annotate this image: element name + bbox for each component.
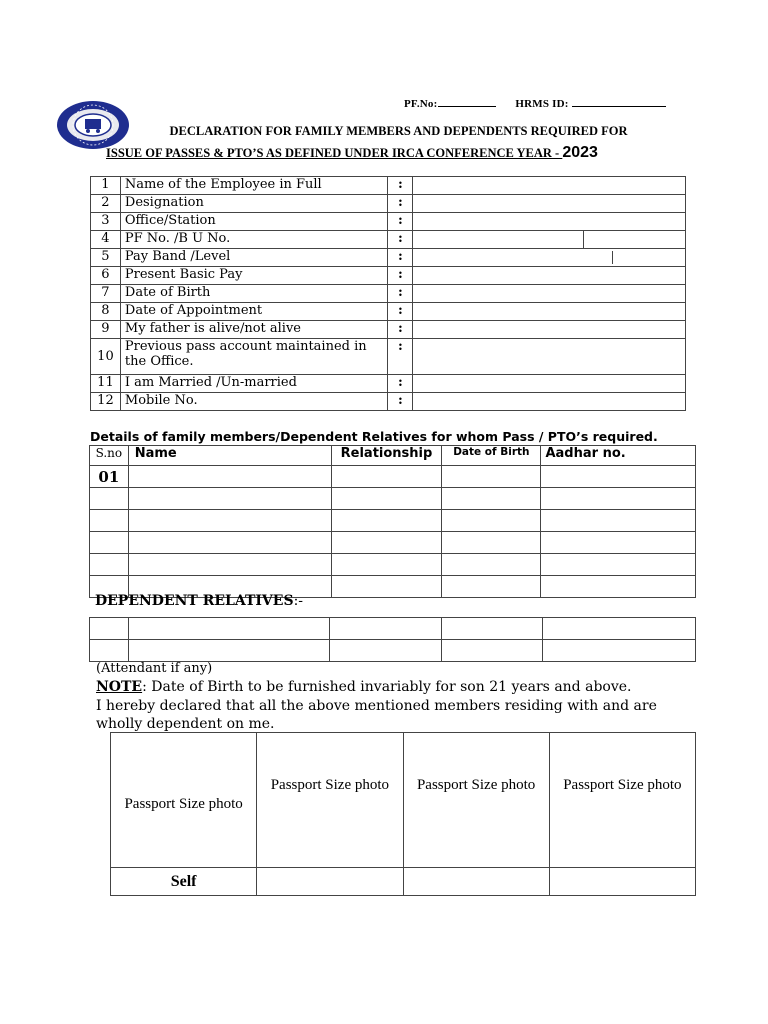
table-row xyxy=(91,213,686,231)
dependent-relatives-table xyxy=(89,617,696,662)
row-number: 10 xyxy=(91,339,121,375)
colon-separator: : xyxy=(388,267,413,285)
field-label: Office/Station xyxy=(120,213,388,231)
pf-label: PF.No: xyxy=(404,98,438,110)
photo-text: Passport Size photo xyxy=(416,777,536,793)
attendant-note: (Attendant if any) xyxy=(96,661,213,676)
row-number: 7 xyxy=(91,285,121,303)
name-cell[interactable] xyxy=(128,554,331,576)
table-row xyxy=(91,285,686,303)
table-row xyxy=(91,375,686,393)
sno-cell[interactable] xyxy=(90,532,129,554)
row-number: 1 xyxy=(91,177,121,195)
aadhar-cell[interactable] xyxy=(542,618,695,640)
header-name: Name xyxy=(128,446,331,466)
row-number: 8 xyxy=(91,303,121,321)
relationship-cell[interactable] xyxy=(331,532,442,554)
name-cell[interactable] xyxy=(128,510,331,532)
sno-cell[interactable] xyxy=(90,618,129,640)
colon-separator: : xyxy=(388,285,413,303)
relationship-cell[interactable] xyxy=(331,510,442,532)
field-label: Name of the Employee in Full xyxy=(120,177,388,195)
field-value[interactable] xyxy=(413,321,686,339)
row-number: 4 xyxy=(91,231,121,249)
colon-separator: : xyxy=(388,375,413,393)
photo-cell-self[interactable] xyxy=(111,733,257,868)
colon-separator: : xyxy=(388,321,413,339)
title-line-2 xyxy=(106,144,598,162)
family-caption: Details of family members/Dependent Relatives for whom Pass / PTO’s required. xyxy=(90,429,658,444)
sno-cell[interactable] xyxy=(90,640,129,662)
field-value[interactable] xyxy=(413,285,686,303)
photo-cell-2[interactable] xyxy=(257,733,403,868)
dob-cell[interactable] xyxy=(441,640,542,662)
photo-row xyxy=(111,733,696,868)
field-value[interactable] xyxy=(413,177,686,195)
field-value[interactable] xyxy=(413,231,686,249)
relationship-cell[interactable] xyxy=(331,466,442,488)
header-sno: S.no xyxy=(90,446,129,466)
sno-cell[interactable] xyxy=(90,554,129,576)
dependent-relatives-label: DEPENDENT RELATIVES xyxy=(95,593,294,609)
table-row xyxy=(91,177,686,195)
field-label: Designation xyxy=(120,195,388,213)
pf-hrms-line xyxy=(404,96,666,110)
row-number: 12 xyxy=(91,393,121,411)
dob-cell[interactable] xyxy=(442,554,541,576)
aadhar-cell[interactable] xyxy=(541,466,696,488)
colon-separator: : xyxy=(388,393,413,411)
photo-label-cell[interactable] xyxy=(257,868,403,896)
name-cell[interactable] xyxy=(128,532,331,554)
relationship-cell[interactable] xyxy=(330,618,441,640)
value-divider xyxy=(612,251,613,264)
field-label: I am Married /Un-married xyxy=(120,375,388,393)
name-cell[interactable] xyxy=(128,466,331,488)
aadhar-cell[interactable] xyxy=(541,576,696,598)
aadhar-cell[interactable] xyxy=(541,510,696,532)
header-relationship: Relationship xyxy=(331,446,442,466)
field-label: Date of Appointment xyxy=(120,303,388,321)
table-row xyxy=(90,510,696,532)
colon-separator: : xyxy=(388,213,413,231)
table-row xyxy=(90,532,696,554)
field-value[interactable] xyxy=(413,303,686,321)
table-row xyxy=(90,640,696,662)
note-label: NOTE xyxy=(96,679,143,695)
table-row xyxy=(91,303,686,321)
field-label: Present Basic Pay xyxy=(120,267,388,285)
field-value[interactable] xyxy=(413,195,686,213)
table-row xyxy=(90,488,696,510)
field-value[interactable] xyxy=(413,393,686,411)
field-value[interactable] xyxy=(413,339,686,375)
row-number: 9 xyxy=(91,321,121,339)
colon-separator: : xyxy=(388,339,413,375)
field-label: PF No. /B U No. xyxy=(120,231,388,249)
hrms-blank[interactable] xyxy=(572,96,666,107)
photo-text: Passport Size photo xyxy=(270,777,390,793)
row-number: 2 xyxy=(91,195,121,213)
row-number: 5 xyxy=(91,249,121,267)
photo-text: Passport Size photo xyxy=(124,795,243,812)
sno-cell[interactable] xyxy=(90,510,129,532)
family-header-row xyxy=(90,446,696,466)
hrms-label: HRMS ID: xyxy=(515,98,569,110)
field-value[interactable] xyxy=(413,267,686,285)
aadhar-cell[interactable] xyxy=(541,488,696,510)
relationship-cell[interactable] xyxy=(331,554,442,576)
row-number: 11 xyxy=(91,375,121,393)
table-row xyxy=(90,466,696,488)
note-line xyxy=(96,679,631,695)
table-row xyxy=(91,267,686,285)
title-line-1: DECLARATION FOR FAMILY MEMBERS AND DEPENDENTS REQUIRED FOR xyxy=(169,124,628,138)
table-row xyxy=(91,393,686,411)
field-label: Previous pass account maintained in the Office. xyxy=(120,339,388,375)
table-row xyxy=(91,339,686,375)
photo-cell-4[interactable] xyxy=(549,733,695,868)
photo-cell-3[interactable] xyxy=(403,733,549,868)
dob-cell[interactable] xyxy=(442,488,541,510)
name-cell[interactable] xyxy=(129,640,330,662)
relationship-cell[interactable] xyxy=(330,640,441,662)
dependent-relatives-suffix: :- xyxy=(293,593,304,609)
dob-cell[interactable] xyxy=(442,576,541,598)
sno-cell[interactable] xyxy=(90,488,129,510)
value-divider xyxy=(583,231,584,248)
pf-blank[interactable] xyxy=(438,96,496,107)
photo-label-cell[interactable] xyxy=(403,868,549,896)
aadhar-cell[interactable] xyxy=(541,554,696,576)
aadhar-cell[interactable] xyxy=(541,532,696,554)
note-text: : Date of Birth to be furnished invariably for son 21 years and above. xyxy=(142,679,632,695)
name-cell[interactable] xyxy=(128,488,331,510)
header-date-of-birth: Date of Birth xyxy=(442,446,541,466)
title-year: 2023 xyxy=(562,144,598,161)
field-label: Date of Birth xyxy=(120,285,388,303)
first-sno: 01 xyxy=(90,466,129,488)
relationship-cell[interactable] xyxy=(331,576,442,598)
row-number: 3 xyxy=(91,213,121,231)
name-cell[interactable] xyxy=(129,618,330,640)
field-label: My father is alive/not alive xyxy=(120,321,388,339)
aadhar-cell[interactable] xyxy=(542,640,695,662)
field-value[interactable] xyxy=(413,213,686,231)
field-label: Pay Band /Level xyxy=(120,249,388,267)
photo-label-cell[interactable] xyxy=(549,868,695,896)
dob-cell[interactable] xyxy=(441,618,542,640)
photo-text: Passport Size photo xyxy=(563,777,682,793)
family-members-table xyxy=(89,445,696,598)
dob-cell[interactable] xyxy=(442,532,541,554)
dependent-relatives-heading xyxy=(95,593,303,609)
table-row xyxy=(91,231,686,249)
field-value[interactable] xyxy=(413,375,686,393)
colon-separator: : xyxy=(388,249,413,267)
dob-cell[interactable] xyxy=(442,510,541,532)
table-row xyxy=(91,195,686,213)
header-aadhar: Aadhar no. xyxy=(541,446,696,466)
employee-details-table xyxy=(90,176,686,411)
colon-separator: : xyxy=(388,177,413,195)
field-value[interactable] xyxy=(413,249,686,267)
table-row xyxy=(90,554,696,576)
field-label: Mobile No. xyxy=(120,393,388,411)
table-row xyxy=(91,249,686,267)
dob-cell[interactable] xyxy=(442,466,541,488)
relationship-cell[interactable] xyxy=(331,488,442,510)
title-line-2-text: ISSUE OF PASSES & PTO’S AS DEFINED UNDER IRCA CONFERENCE YEAR - xyxy=(106,146,563,160)
self-label: Self xyxy=(111,868,257,896)
declaration-text: I hereby declared that all the above mentioned members residing with and are wholly dependent on me. xyxy=(96,698,657,732)
photo-label-row xyxy=(111,868,696,896)
row-number: 6 xyxy=(91,267,121,285)
colon-separator: : xyxy=(388,303,413,321)
colon-separator: : xyxy=(388,231,413,249)
table-row xyxy=(91,321,686,339)
photo-table xyxy=(110,732,696,896)
colon-separator: : xyxy=(388,195,413,213)
table-row xyxy=(90,618,696,640)
